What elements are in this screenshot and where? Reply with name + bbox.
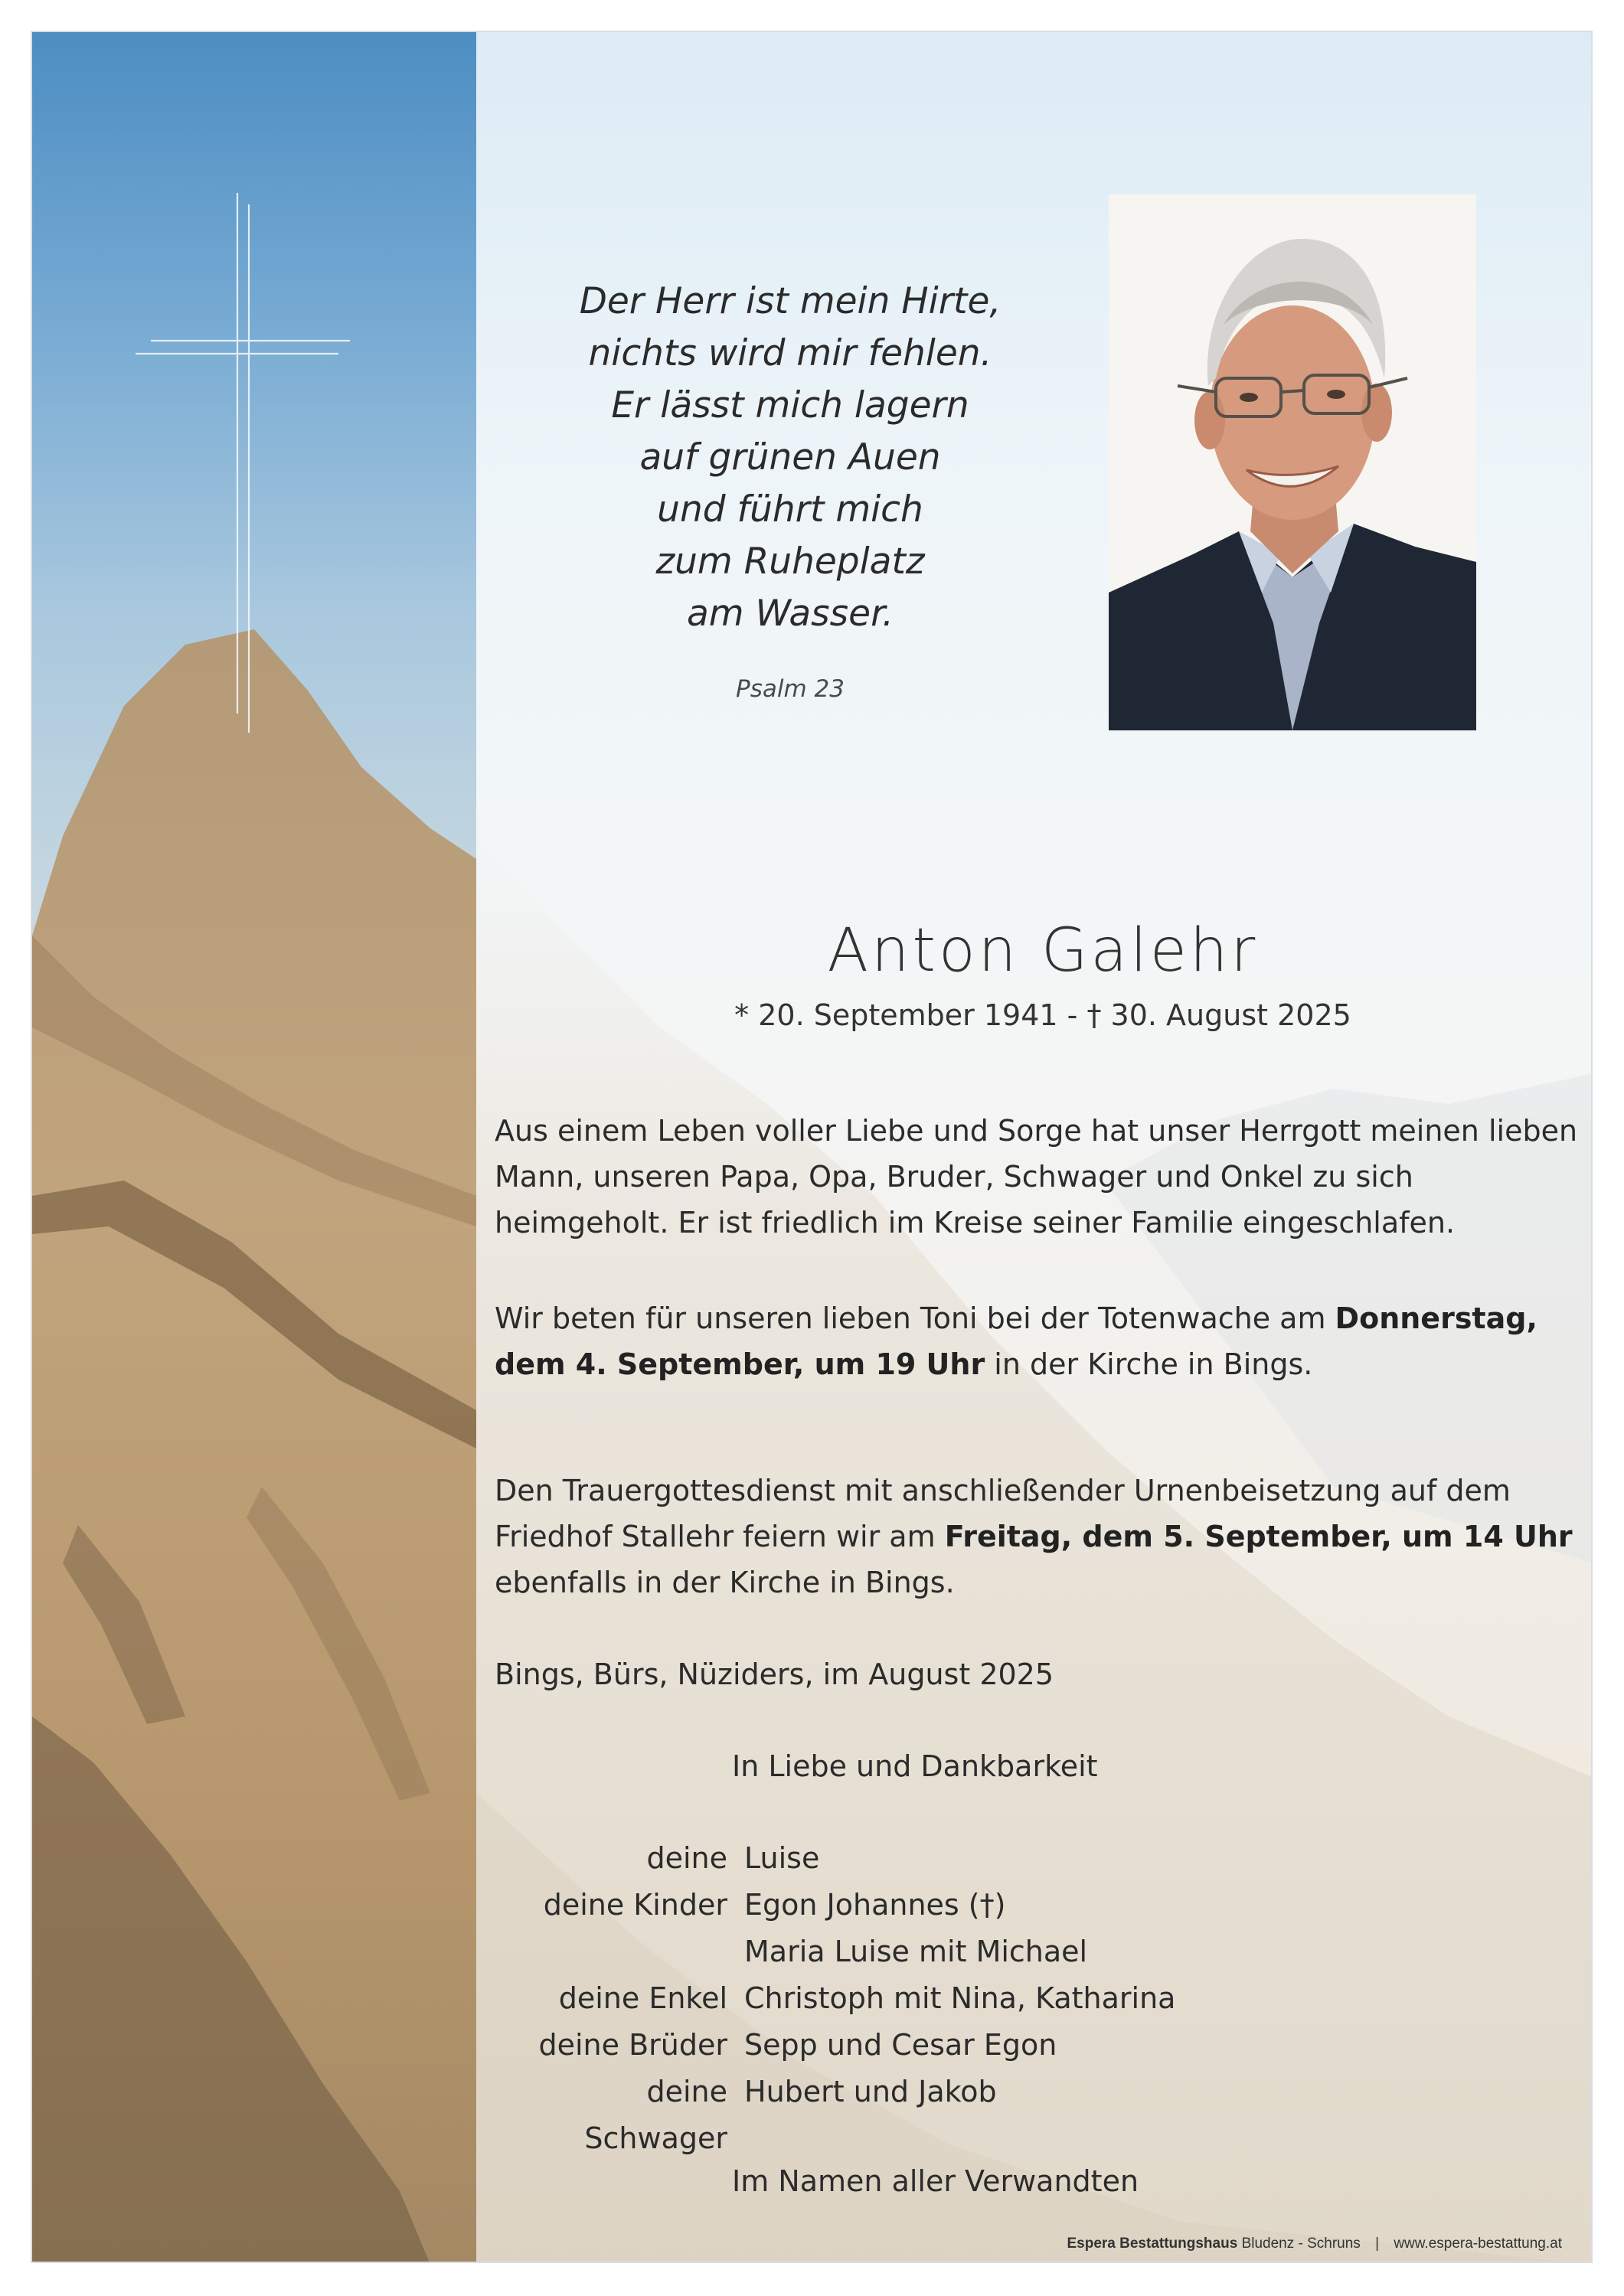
funeral-date-time: Freitag, dem 5. September, um 14 Uhr — [944, 1520, 1573, 1553]
family-relation — [495, 1929, 744, 1975]
family-row — [495, 2069, 1175, 2162]
mountain-photo-panel — [32, 32, 476, 2263]
family-names: Luise — [744, 1841, 820, 1875]
funeral-paragraph — [495, 1468, 1582, 1605]
footer-separator: | — [1375, 2236, 1380, 2252]
family-names: Maria Luise mit Michael — [744, 1935, 1088, 1968]
family-relation: deine Brüder — [538, 2028, 727, 2062]
family-names: Egon Johannes (†) — [744, 1888, 1006, 1922]
obituary-card — [31, 31, 1593, 2263]
family-names: Sepp und Cesar Egon — [744, 2028, 1057, 2062]
psalm-line: auf grünen Auen — [639, 436, 941, 478]
family-names: Hubert und Jakob — [744, 2075, 997, 2108]
wake-text: Wir beten für unseren lieben Toni bei der Totenwache am — [495, 1302, 1335, 1335]
deceased-name: Anton Galehr — [827, 916, 1259, 985]
footer-company: Espera Bestattungshaus — [1067, 2236, 1238, 2252]
wake-paragraph — [495, 1295, 1582, 1387]
family-relation: deine Enkel — [558, 1981, 727, 2015]
psalm-line: zum Ruheplatz — [655, 541, 925, 583]
psalm-line: am Wasser. — [686, 593, 894, 635]
psalm-line: Er lässt mich lagern — [611, 384, 969, 426]
family-row — [495, 1929, 1175, 1975]
family-relation: deine — [646, 1841, 727, 1875]
family-row — [495, 1835, 1175, 1882]
footer-locations: Bludenz - Schruns — [1241, 2236, 1361, 2252]
life-dates: * 20. September 1941 - † 30. August 2025 — [734, 998, 1351, 1032]
psalm-line: und führt mich — [657, 488, 923, 531]
family-relation: deine Schwager — [584, 2075, 727, 2155]
announcement-text: Aus einem Leben voller Liebe und Sorge hat unser Herrgott meinen lieben Mann, unseren Papa, Opa, Bruder, Schwager und Onkel zu sich heimgeholt. Er ist friedlich im Kreise seiner Familie eingeschlafen. — [495, 1114, 1578, 1239]
psalm-quote — [488, 276, 1093, 640]
place-date: Bings, Bürs, Nüziders, im August 2025 — [495, 1657, 1054, 1691]
funeral-location: ebenfalls in der Kirche in Bings. — [495, 1566, 955, 1599]
funeral-text: Den Trauergottesdienst mit anschließender Urnenbeisetzung auf dem Friedhof Stallehr feiern wir am — [495, 1474, 1511, 1553]
psalm-line: nichts wird mir fehlen. — [588, 332, 992, 374]
family-relation: deine Kinder — [543, 1888, 727, 1922]
family-row — [495, 2022, 1175, 2069]
footer — [1067, 2236, 1562, 2252]
footer-website[interactable]: www.espera-bestattung.at — [1394, 2236, 1562, 2252]
portrait-photo — [1109, 194, 1476, 730]
wake-location: in der Kirche in Bings. — [985, 1347, 1313, 1381]
family-names: Christoph mit Nina, Katharina — [744, 1981, 1176, 2015]
family-row — [495, 1975, 1175, 2022]
family-list — [495, 1835, 1175, 2162]
announcement-paragraph — [495, 1108, 1582, 1246]
psalm-line: Der Herr ist mein Hirte, — [579, 280, 1002, 322]
closing-greeting: In Liebe und Dankbarkeit — [732, 1749, 1098, 1783]
wake-date-time: Donnerstag, dem 4. September, um 19 Uhr — [495, 1302, 1537, 1381]
family-row — [495, 1882, 1175, 1929]
closing-final: Im Namen aller Verwandten — [732, 2164, 1139, 2198]
psalm-reference: Psalm 23 — [736, 675, 845, 703]
